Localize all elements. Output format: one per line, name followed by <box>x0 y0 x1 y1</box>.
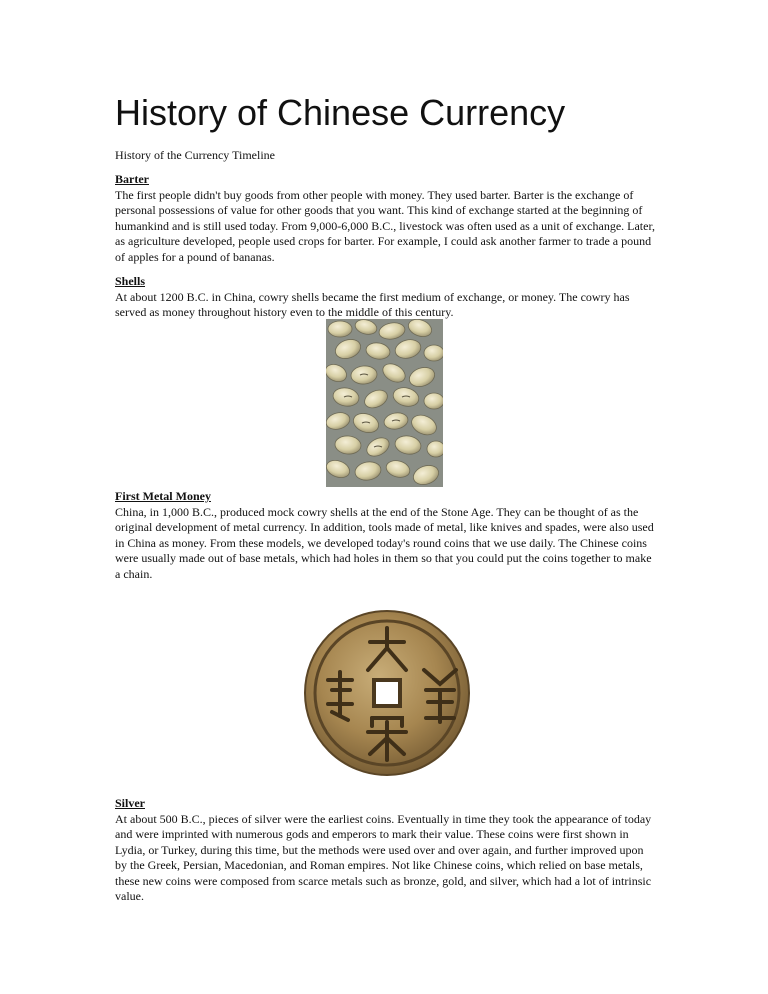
section-body-silver: At about 500 B.C., pieces of silver were the earliest coins. Eventually in time they took the appearance of today and were imprinted with numerous gods and emperors to mark their value. These coins were first shown in Lydia, or Turkey, during this time, but the methods were used over and over again, and further improved upon by the Greek, Persian, Macedonian, and Roman empires. Not like Chinese coins, which relied on base metals, these new coins were composed from scarce metals such as bronze, gold, and silver, which had a lot of intrinsic value. <box>115 811 652 903</box>
page-subtitle: History of the Currency Timeline <box>115 148 275 162</box>
section-heading-first-metal-money: First Metal Money <box>115 489 211 503</box>
section-body-barter: The first people didn't buy goods from other people with money. They used barter. Barter is the exchange of personal possessions of value for other goods that you want. This kind of exchange started at the beginning of humankind and is still used today. From 9,000-6,000 B.C., livestock was often used as a unit of exchange. Later, as agriculture developed, people used crops for barter. For example, I could ask another farmer to trade a pound of apples for a pound of bananas. <box>115 187 655 264</box>
chinese-coin-image <box>302 608 472 778</box>
section-heading-silver: Silver <box>115 796 145 810</box>
section-heading-shells: Shells <box>115 274 146 288</box>
section-body-shells: At about 1200 B.C. in China, cowry shells became the first medium of exchange, or money. The cowry has served as money throughout history even to the middle of this century. <box>115 289 630 319</box>
section-barter <box>115 172 655 265</box>
section-first-metal-money <box>115 489 655 582</box>
section-heading-barter: Barter <box>115 172 149 186</box>
page-title: History of Chinese Currency <box>115 92 566 133</box>
cowry-shells-image <box>326 319 443 487</box>
section-body-first-metal-money: China, in 1,000 B.C., produced mock cowry shells at the end of the Stone Age. They can be thought of as the original development of metal currency. In addition, tools made of metal, like knives and spades, were also used in China as money. From these models, we developed today's round coins that we use daily. The Chinese coins were usually made out of base metals, which had holes in them so that you could put the coins together to make a chain. <box>115 504 654 581</box>
section-silver <box>115 796 655 905</box>
section-shells <box>115 274 655 321</box>
